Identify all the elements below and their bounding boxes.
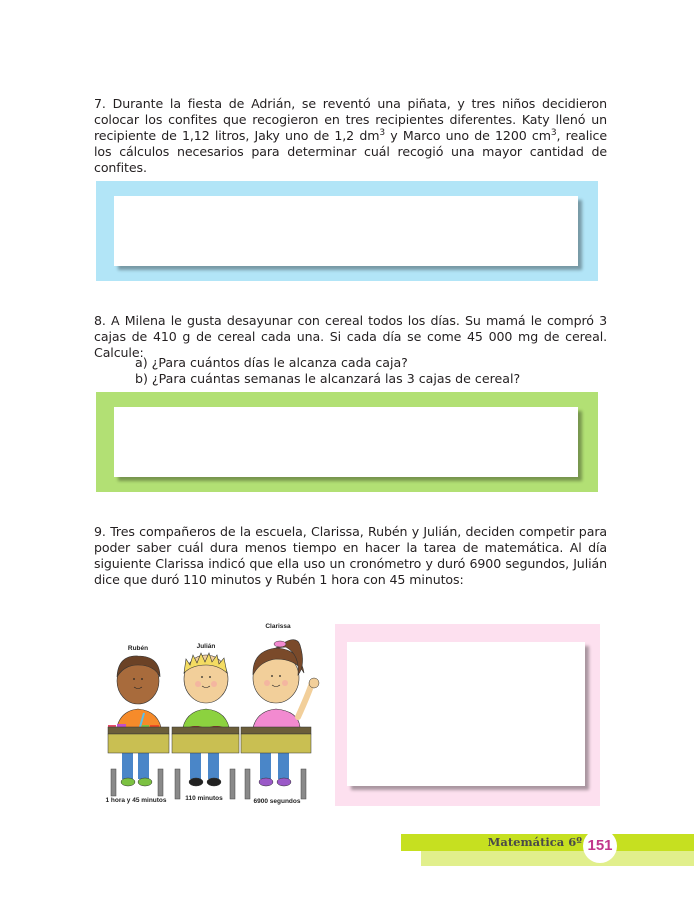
question-8-text [94, 313, 607, 361]
time-label-clarissa: 6900 segundos [253, 798, 301, 805]
superscript: 3 [550, 128, 557, 138]
desk-ruben [108, 727, 169, 796]
text-part: , realice los cálculos necesarios para determinar cuál recogió una mayor cantidad de confites. [94, 128, 607, 175]
desk-julian [172, 727, 239, 799]
question-number: 8. [94, 313, 106, 328]
child-clarissa [252, 640, 319, 734]
child-ruben [108, 656, 162, 733]
question-text: Tres compañeros de la escuela, Clarissa, Rubén y Julián, deciden competir para poder saber cuál dura menos tiempo en hacer la tarea de matemática. Al día siguiente Clarissa indicó que ella uso un cronómetro y duró 6900 segundos, Julián dice que duró 110 minutos y Rubén 1 hora con 45 minutos: [94, 524, 608, 587]
child-label-ruben: Rubén [127, 645, 149, 652]
question-number: 9. [94, 524, 106, 539]
question-number: 7. [94, 96, 106, 111]
answer-box-7[interactable] [114, 196, 578, 266]
text-part: y Marco uno de 1200 cm [385, 128, 551, 143]
answer-box-8[interactable] [114, 407, 578, 477]
desk-clarissa [241, 727, 311, 799]
time-label-julian: 110 minutos [185, 795, 223, 802]
child-label-julian: Julián [196, 643, 216, 650]
page-number: 151 [583, 829, 617, 863]
footer-book-title: Matemática 6º [487, 835, 582, 849]
superscript: 3 [379, 128, 386, 138]
question-text: A Milena le gusta desayunar con cereal todos los días. Su mamá le compró 3 cajas de 410 g de cereal cada una. Si cada día se come 45 000 mg de cereal. Calcule: [94, 313, 608, 360]
subquestion-b: b) ¿Para cuántas semanas le alcanzará las 3 cajas de cereal? [135, 371, 521, 386]
child-label-clarissa: Clarissa [265, 623, 291, 630]
answer-box-9[interactable] [347, 642, 585, 786]
time-label-ruben: 1 hora y 45 minutos [105, 797, 167, 804]
question-9-text [94, 524, 607, 588]
children-at-desks-illustration [100, 615, 330, 810]
text-part: Durante la fiesta de Adrián, se reventó una piñata, y tres niños decidieron colocar los confites que recogieron en tres recipientes diferentes. Katy llenó un recipiente de 1,12 litros, Jaky uno de 1,2 dm [94, 96, 608, 143]
footer-band [421, 851, 694, 866]
subquestion-a: a) ¿Para cuántos días le alcanza cada caja? [135, 355, 408, 370]
question-7-text [94, 96, 607, 176]
child-julian [182, 653, 230, 734]
